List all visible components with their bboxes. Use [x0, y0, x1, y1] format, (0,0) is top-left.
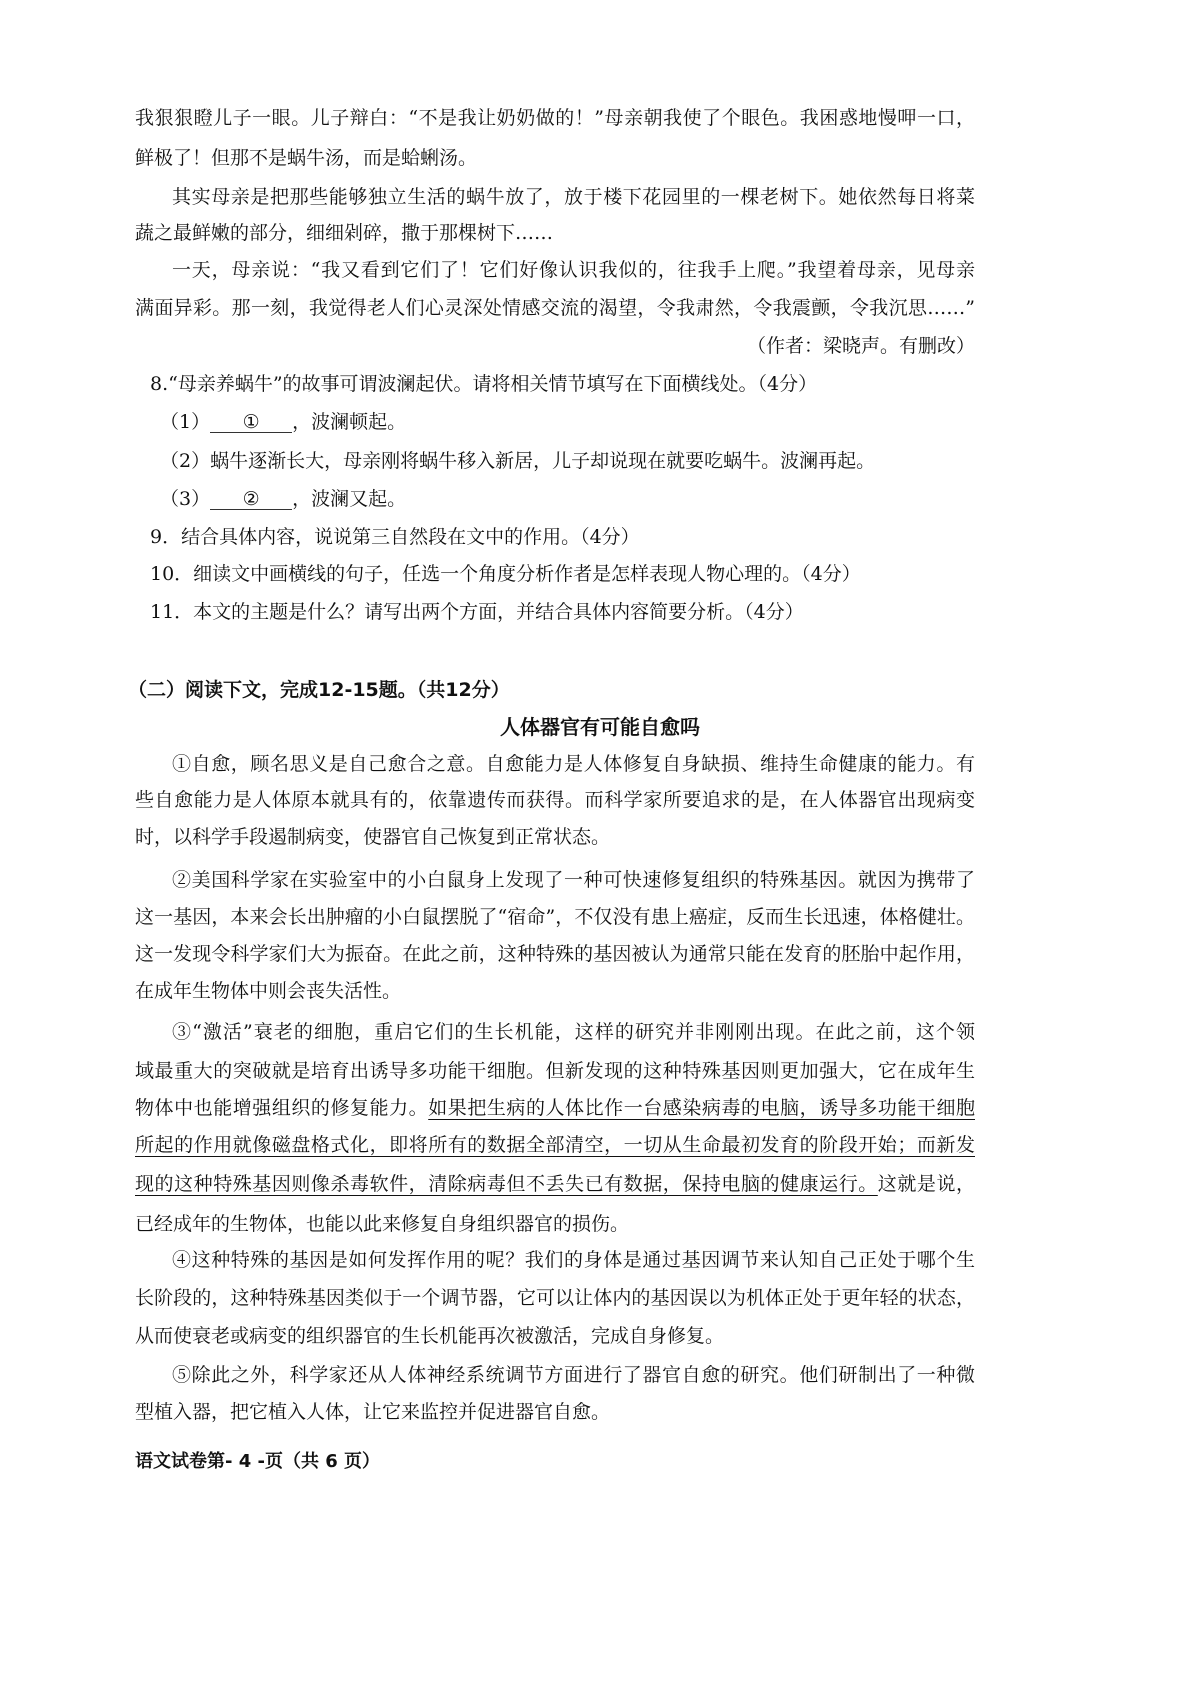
passage2-line [172, 1020, 975, 1044]
passage2-line [135, 825, 610, 849]
passage2-line [135, 1324, 724, 1348]
text-segment: 11．本文的主题是什么？请写出两个方面，并结合具体内容简要分析。（4分） [150, 601, 804, 623]
passage1-line [135, 106, 975, 130]
questions-line [150, 372, 817, 396]
questions-line [160, 487, 406, 511]
article-title: 人体器官有可能自愈吗 [500, 715, 700, 739]
passage2-line [135, 1400, 610, 1424]
text-segment: 长阶段的，这种特殊基因类似于一个调节器，它可以让体内的基因误以为机体正处于更年轻的状态， [135, 1287, 975, 1309]
text-segment: 鲜极了！但那不是蜗牛汤，而是蛤蜊汤。 [135, 147, 478, 169]
passage2-line [135, 979, 401, 1003]
questions-line [150, 600, 804, 624]
text-segment: 8.“母亲养蜗牛”的故事可谓波澜起伏。请将相关情节填写在下面横线处。（4分） [150, 373, 818, 395]
text-segment: 9．结合具体内容，说说第三自然段在文中的作用。（4分） [150, 526, 640, 548]
questions-line [150, 525, 640, 549]
passage2-line [135, 1212, 629, 1236]
passage2-line [135, 1133, 975, 1157]
answer-blank[interactable]: ② [210, 489, 292, 510]
passage2-line [172, 868, 975, 892]
text-segment: 这一基因，本来会长出肿瘤的小白鼠摆脱了“宿命”，不仅没有患上癌症，反而生长迅速，体格健壮。 [135, 906, 975, 928]
text-segment: 10．细读文中画横线的句子，任选一个角度分析作者是怎样表现人物心理的。（4分） [150, 563, 861, 585]
text-segment: 已经成年的生物体，也能以此来修复自身组织器官的损伤。 [135, 1213, 630, 1235]
text-segment: 型植入器，把它植入人体，让它来监控并促进器官自愈。 [135, 1401, 611, 1423]
passage1-line [135, 221, 553, 245]
text-segment: 从而使衰老或病变的组织器官的生长机能再次被激活，完成自身修复。 [135, 1325, 725, 1347]
passage2-line [135, 1172, 975, 1196]
text-segment: 其实母亲是把那些能够独立生活的蜗牛放了，放于楼下花园里的一棵老树下。她依然每日将菜 [172, 186, 975, 208]
text-segment: 域最重大的突破就是培育出诱导多功能干细胞。但新发现的这种特殊基因则更加强大，它在成年生 [135, 1060, 975, 1082]
text-segment: （1） [160, 411, 211, 433]
text-segment: ，波澜顿起。 [292, 411, 407, 433]
text-segment: 些自愈能力是人体原本就具有的，依靠遗传而获得。而科学家所要追求的是，在人体器官出现病变 [135, 789, 975, 811]
answer-blank[interactable]: ① [210, 412, 292, 433]
questions-line [160, 449, 875, 473]
underlined-sentence: 现的这种特殊基因则像杀毒软件，清除病毒但不丢失已有数据，保持电脑的健康运行。 [135, 1173, 878, 1195]
text-segment: ④这种特殊的基因是如何发挥作用的呢？我们的身体是通过基因调节来认知自己正处于哪个生 [172, 1249, 975, 1271]
text-segment: ①自愈，顾名思义是自己愈合之意。自愈能力是人体修复自身缺损、维持生命健康的能力。有 [172, 753, 975, 775]
passage1-line [172, 185, 975, 209]
section-heading: （二）阅读下文，完成12-15题。（共12分） [128, 679, 510, 701]
text-segment: 这就是说， [877, 1173, 975, 1195]
passage1-line [172, 258, 975, 282]
text-segment: 我狠狠瞪儿子一眼。儿子辩白：“不是我让奶奶做的！”母亲朝我使了个眼色。我困惑地慢呷一口， [135, 107, 975, 129]
text-segment: 蔬之最鲜嫩的部分，细细剁碎，撒于那棵树下…… [135, 222, 554, 244]
passage2-line [135, 1096, 975, 1120]
text-segment: （作者：梁晓声。有删改） [746, 335, 975, 357]
text-segment: 时，以科学手段遏制病变，使器官自己恢复到正常状态。 [135, 826, 611, 848]
passage2-line [172, 1363, 975, 1387]
text-segment: （3） [160, 488, 211, 510]
page-footer: 语文试卷第- 4 -页（共 6 页） [135, 1451, 381, 1472]
questions-line [160, 410, 406, 434]
passage2-line [135, 1059, 975, 1083]
underlined-sentence: 如果把生病的人体比作一台感染病毒的电脑，诱导多功能干细胞 [428, 1097, 975, 1119]
text-segment: ，波澜又起。 [292, 488, 407, 510]
text-segment: 满面异彩。那一刻，我觉得老人们心灵深处情感交流的渴望，令我肃然，令我震颤，令我沉思……” [135, 297, 975, 319]
text-segment: ⑤除此之外，科学家还从人体神经系统调节方面进行了器官自愈的研究。他们研制出了一种微 [172, 1364, 975, 1386]
passage2-line [135, 942, 975, 966]
passage1-line [747, 334, 975, 358]
text-segment: 这一发现令科学家们大为振奋。在此之前，这种特殊的基因被认为通常只能在发育的胚胎中起作用， [135, 943, 975, 965]
underlined-sentence: 所起的作用就像磁盘格式化，即将所有的数据全部清空，一切从生命最初发育的阶段开始；而新发 [135, 1134, 975, 1156]
text-segment: 一天，母亲说：“我又看到它们了！它们好像认识我似的，往我手上爬。”我望着母亲，见母亲 [172, 259, 975, 281]
text-segment: 物体中也能增强组织的修复能力。 [135, 1097, 429, 1119]
passage1-line [135, 296, 975, 320]
text-segment: ②美国科学家在实验室中的小白鼠身上发现了一种可快速修复组织的特殊基因。就因为携带了 [172, 869, 975, 891]
passage2-line [135, 1286, 975, 1310]
passage2-line [135, 905, 975, 929]
text-segment: ③“激活”衰老的细胞，重启它们的生长机能，这样的研究并非刚刚出现。在此之前，这个领 [172, 1021, 975, 1043]
passage2-line [172, 1248, 975, 1272]
text-segment: （2）蜗牛逐渐长大，母亲刚将蜗牛移入新居，儿子却说现在就要吃蜗牛。波澜再起。 [160, 450, 876, 472]
passage1-line [135, 146, 477, 170]
passage2-line [172, 752, 975, 776]
questions-line [150, 562, 861, 586]
text-segment: 在成年生物体中则会丧失活性。 [135, 980, 402, 1002]
passage2-line [135, 788, 975, 812]
